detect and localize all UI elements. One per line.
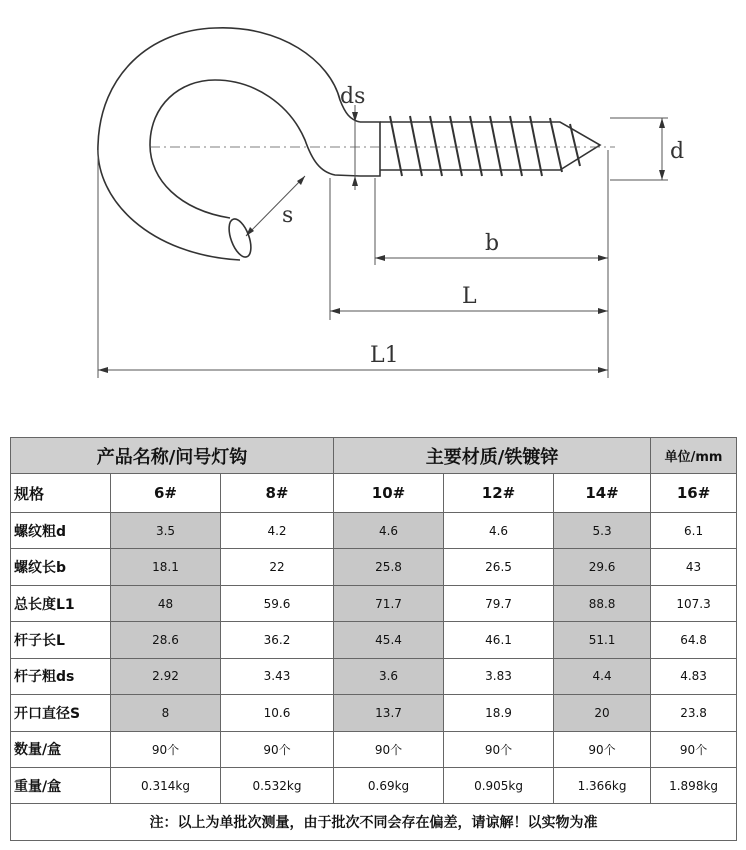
value-cell: 5.3 xyxy=(554,512,651,548)
value-cell: 59.6 xyxy=(221,585,334,621)
hook-inner-contour xyxy=(150,80,360,218)
size-row xyxy=(11,474,737,512)
value-cell: 1.366kg xyxy=(554,767,651,803)
value-cell: 3.83 xyxy=(444,658,554,694)
value-cell: 71.7 xyxy=(334,585,444,621)
value-cell: 107.3 xyxy=(651,585,737,621)
row-label: 开口直径S xyxy=(11,695,111,731)
label-L1: L1 xyxy=(370,343,399,368)
value-cell: 6.1 xyxy=(651,512,737,548)
table-row xyxy=(11,622,737,658)
table-row xyxy=(11,549,737,585)
value-cell: 36.2 xyxy=(221,622,334,658)
label-L: L xyxy=(462,284,477,309)
thread-lines xyxy=(390,116,580,176)
value-cell: 3.43 xyxy=(221,658,334,694)
value-cell: 25.8 xyxy=(334,549,444,585)
spec-table xyxy=(10,437,737,841)
value-cell: 4.2 xyxy=(221,512,334,548)
value-cell: 90个 xyxy=(111,731,221,767)
hook-tip xyxy=(225,216,256,260)
table-row xyxy=(11,767,737,803)
label-ds: ds xyxy=(340,84,366,109)
footnote: 注：以上为单批次测量，由于批次不同会存在偏差，请谅解！以实物为准 xyxy=(11,804,737,841)
value-cell: 90个 xyxy=(554,731,651,767)
table-row xyxy=(11,585,737,621)
value-cell: 4.83 xyxy=(651,658,737,694)
table-row xyxy=(11,658,737,694)
value-cell: 26.5 xyxy=(444,549,554,585)
value-cell: 90个 xyxy=(651,731,737,767)
size-cell: 14# xyxy=(554,474,651,512)
table-header-row xyxy=(11,438,737,474)
value-cell: 4.4 xyxy=(554,658,651,694)
table-row xyxy=(11,731,737,767)
row-label: 总长度L1 xyxy=(11,585,111,621)
shank xyxy=(360,122,380,176)
label-d: d xyxy=(670,139,685,164)
material-header: 主要材质/铁镀锌 xyxy=(334,438,651,474)
value-cell: 18.1 xyxy=(111,549,221,585)
value-cell: 79.7 xyxy=(444,585,554,621)
value-cell: 90个 xyxy=(221,731,334,767)
value-cell: 4.6 xyxy=(334,512,444,548)
label-s: s xyxy=(282,203,294,228)
value-cell: 13.7 xyxy=(334,695,444,731)
value-cell: 48 xyxy=(111,585,221,621)
value-cell: 29.6 xyxy=(554,549,651,585)
row-label: 杆子粗ds xyxy=(11,658,111,694)
value-cell: 90个 xyxy=(444,731,554,767)
value-cell: 10.6 xyxy=(221,695,334,731)
size-cell: 8# xyxy=(221,474,334,512)
row-label: 杆子长L xyxy=(11,622,111,658)
value-cell: 0.905kg xyxy=(444,767,554,803)
value-cell: 2.92 xyxy=(111,658,221,694)
size-cell: 16# xyxy=(651,474,737,512)
value-cell: 0.69kg xyxy=(334,767,444,803)
screw-hook-dimension-drawing xyxy=(0,0,746,410)
value-cell: 28.6 xyxy=(111,622,221,658)
value-cell: 43 xyxy=(651,549,737,585)
value-cell: 45.4 xyxy=(334,622,444,658)
value-cell: 1.898kg xyxy=(651,767,737,803)
value-cell: 22 xyxy=(221,549,334,585)
row-label: 重量/盒 xyxy=(11,767,111,803)
note-row xyxy=(11,804,737,841)
dim-s-line xyxy=(246,176,305,236)
size-cell: 6# xyxy=(111,474,221,512)
value-cell: 46.1 xyxy=(444,622,554,658)
table-row xyxy=(11,695,737,731)
value-cell: 20 xyxy=(554,695,651,731)
table-row xyxy=(11,512,737,548)
value-cell: 51.1 xyxy=(554,622,651,658)
row-label: 螺纹长b xyxy=(11,549,111,585)
value-cell: 4.6 xyxy=(444,512,554,548)
value-cell: 8 xyxy=(111,695,221,731)
product-name-header: 产品名称/问号灯钩 xyxy=(11,438,334,474)
value-cell: 3.5 xyxy=(111,512,221,548)
value-cell: 0.532kg xyxy=(221,767,334,803)
row-label: 数量/盒 xyxy=(11,731,111,767)
value-cell: 3.6 xyxy=(334,658,444,694)
row-label: 螺纹粗d xyxy=(11,512,111,548)
value-cell: 90个 xyxy=(334,731,444,767)
value-cell: 64.8 xyxy=(651,622,737,658)
value-cell: 88.8 xyxy=(554,585,651,621)
unit-header: 单位/mm xyxy=(651,438,737,474)
value-cell: 0.314kg xyxy=(111,767,221,803)
size-cell: 12# xyxy=(444,474,554,512)
size-row-label: 规格 xyxy=(11,474,111,512)
value-cell: 23.8 xyxy=(651,695,737,731)
value-cell: 18.9 xyxy=(444,695,554,731)
size-cell: 10# xyxy=(334,474,444,512)
label-b: b xyxy=(485,231,500,256)
